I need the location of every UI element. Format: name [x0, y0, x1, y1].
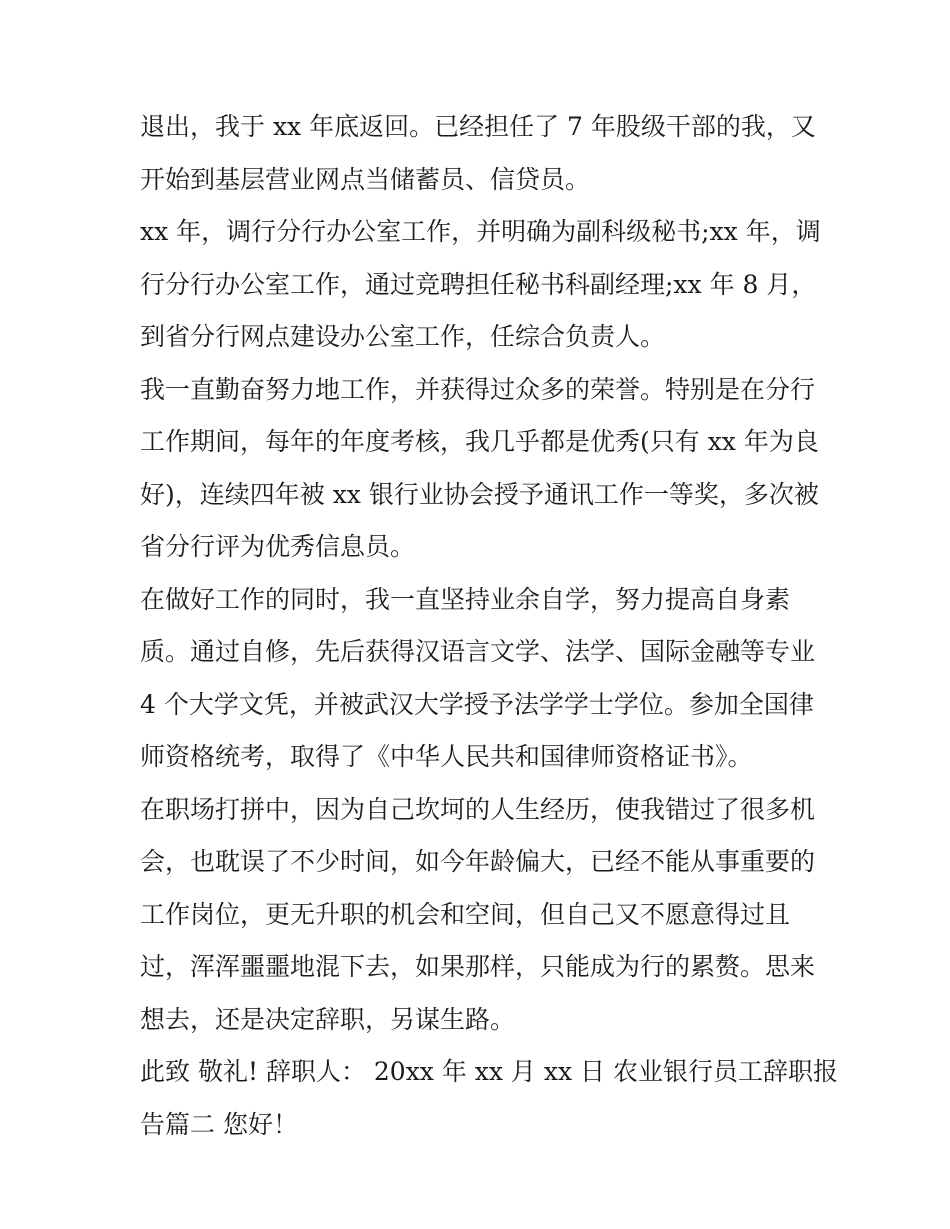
text-line: 师资格统考，取得了《中华人民共和国律师资格证书》。	[140, 742, 753, 771]
text-line: 工作岗位，更无升职的机会和空间，但自己又不愿意得过且	[140, 899, 791, 929]
text-line: 想去，还是决定辞职，另谋生路。	[140, 1004, 516, 1034]
text-line: 过，浑浑噩噩地混下去，如果那样，只能成为行的累赘。思来	[140, 952, 816, 981]
paragraph-closing-signature	[140, 1046, 838, 1151]
paragraph-resignation-reason	[140, 784, 820, 1047]
text-line: 此致 敬礼! 辞职人： 20xx 年 xx 月 xx 日 农业银行员工辞职报	[140, 1057, 838, 1086]
text-line: 省分行评为优秀信息员。	[140, 532, 416, 561]
text-line: 工作期间，每年的年度考核，我几乎都是优秀(只有 xx 年为良	[140, 427, 819, 456]
paragraph-honors	[140, 364, 820, 574]
paragraph-self-study	[140, 574, 820, 784]
text-line: 4 个大学文凭，并被武汉大学授予法学学士学位。参加全国律	[140, 689, 814, 719]
text-line: 告篇二 您好！	[140, 1109, 298, 1139]
text-line: 好)，连续四年被 xx 银行业协会授予通讯工作一等奖，多次被	[140, 479, 819, 509]
text-line: 在职场打拼中，因为自己坎坷的人生经历，使我错过了很多机	[140, 794, 816, 824]
text-line: xx 年，调行分行办公室工作，并明确为副科级秘书;xx 年，调	[140, 217, 821, 246]
text-line: 退出，我于 xx 年底返回。已经担任了 7 年股级干部的我，又	[140, 112, 816, 141]
text-line: 行分行办公室工作，通过竞聘担任秘书科副经理;xx 年 8 月，	[140, 269, 817, 299]
text-line: 开始到基层营业网点当储蓄员、信贷员。	[140, 164, 591, 194]
paragraph-office-positions	[140, 206, 820, 364]
text-line: 在做好工作的同时，我一直坚持业余自学，努力提高自身素	[140, 584, 791, 614]
text-line: 质。通过自修，先后获得汉语言文学、法学、国际金融等专业	[140, 637, 816, 666]
text-line: 我一直勤奋努力地工作，并获得过众多的荣誉。特别是在分行	[140, 374, 816, 404]
text-line: 到省分行网点建设办公室工作，任综合负责人。	[140, 322, 666, 351]
paragraph-return-to-branch	[140, 101, 820, 206]
document-body	[140, 101, 838, 1151]
text-line: 会，也耽误了不少时间，如今年龄偏大，已经不能从事重要的	[140, 847, 816, 876]
